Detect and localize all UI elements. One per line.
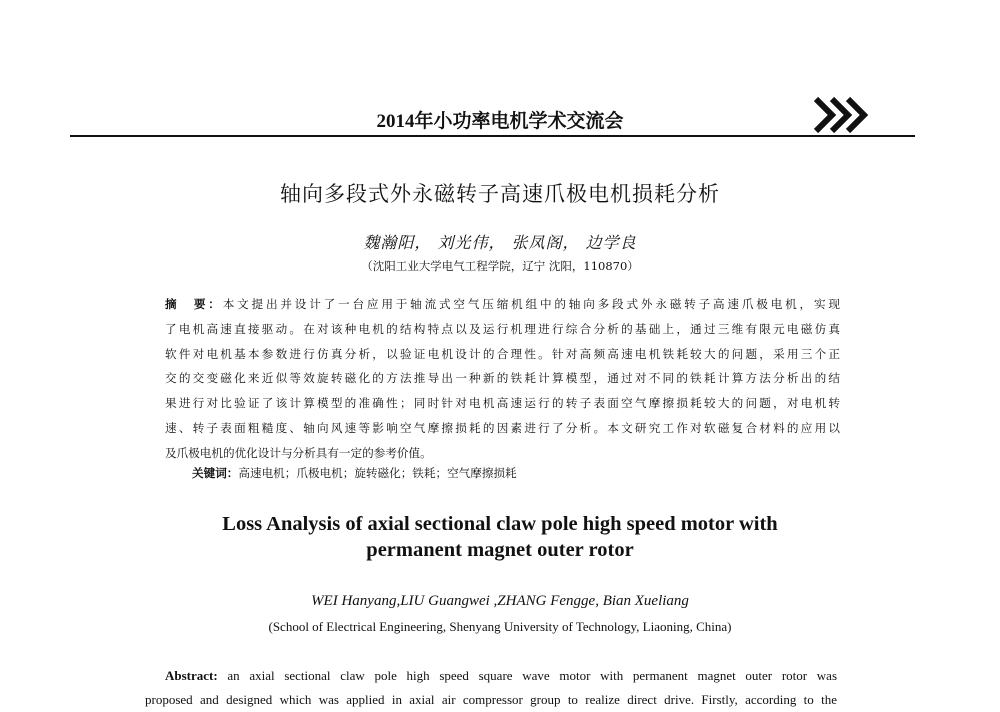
abstract-line: 软件对电机基本参数进行仿真分析，以验证电机设计的合理性。针对高频高速电机铁耗较大的问题，采用三个正 (165, 346, 840, 361)
keywords-cn (192, 465, 517, 481)
abstract-line: Abstract: an axial sectional claw pole high speed square wave motor with permanent magnet outer rotor was (165, 668, 837, 683)
abstract-label: 摘 要： (165, 297, 223, 311)
paper-title-cn: 轴向多段式外永磁转子高速爪极电机损耗分析 (280, 182, 720, 206)
keywords-label: 关键词： (192, 466, 239, 480)
abstract-line: proposed and designed which was applied in axial air compressor group to realize direct drive. Firstly, according to the (145, 692, 837, 707)
abstract-line: 交的交变磁化来近似等效旋转磁化的方法推导出一种新的铁耗计算模型，通过对不同的铁耗计算方法分析出的结 (165, 371, 840, 386)
abstract-label: Abstract: (165, 668, 218, 683)
abstract-line: 及爪极电机的优化设计与分析具有一定的参考价值。 (165, 445, 432, 460)
conference-header: 2014年小功率电机学术交流会 (376, 111, 624, 132)
title-line: Loss Analysis of axial sectional claw pole high speed motor with (222, 513, 778, 535)
affiliation-cn: （沈阳工业大学电气工程学院，辽宁 沈阳，110870） (361, 259, 639, 273)
abstract-line: 速、转子表面粗糙度、轴向风速等影响空气摩擦损耗的因素进行了分析。本文研究工作对软磁复合材料的应用以 (165, 420, 840, 435)
paper-title-en (0, 511, 1000, 563)
abstract-line: 了电机高速直接驱动。在对该种电机的结构特点以及运行机理进行综合分析的基础上，通过三维有限元电磁仿真 (165, 321, 840, 336)
authors-cn: 魏瀚阳， 刘光伟， 张凤阁， 边学良 (363, 233, 637, 252)
triple-chevron-right-icon (812, 95, 872, 135)
title-line: permanent magnet outer rotor (366, 539, 634, 561)
keywords-text: 高速电机；爪极电机；旋转磁化；铁耗；空气摩擦损耗 (238, 466, 517, 480)
abstract-line: 摘 要：本文提出并设计了一台应用于轴流式空气压缩机组中的轴向多段式外永磁转子高速爪极电机，实现 (165, 297, 840, 311)
header-rule (70, 135, 915, 137)
abstract-line: 果进行对比验证了该计算模型的准确性；同时针对电机高速运行的转子表面空气摩擦损耗较大的问题，对电机转 (165, 396, 840, 411)
affiliation-en: (School of Electrical Engineering, Shenyang University of Technology, Liaoning, China) (268, 619, 732, 634)
authors-en: WEI Hanyang,LIU Guangwei ,ZHANG Fengge, Bian Xueliang (311, 593, 689, 609)
abstract-cn (165, 292, 840, 466)
abstract-en (145, 664, 837, 712)
